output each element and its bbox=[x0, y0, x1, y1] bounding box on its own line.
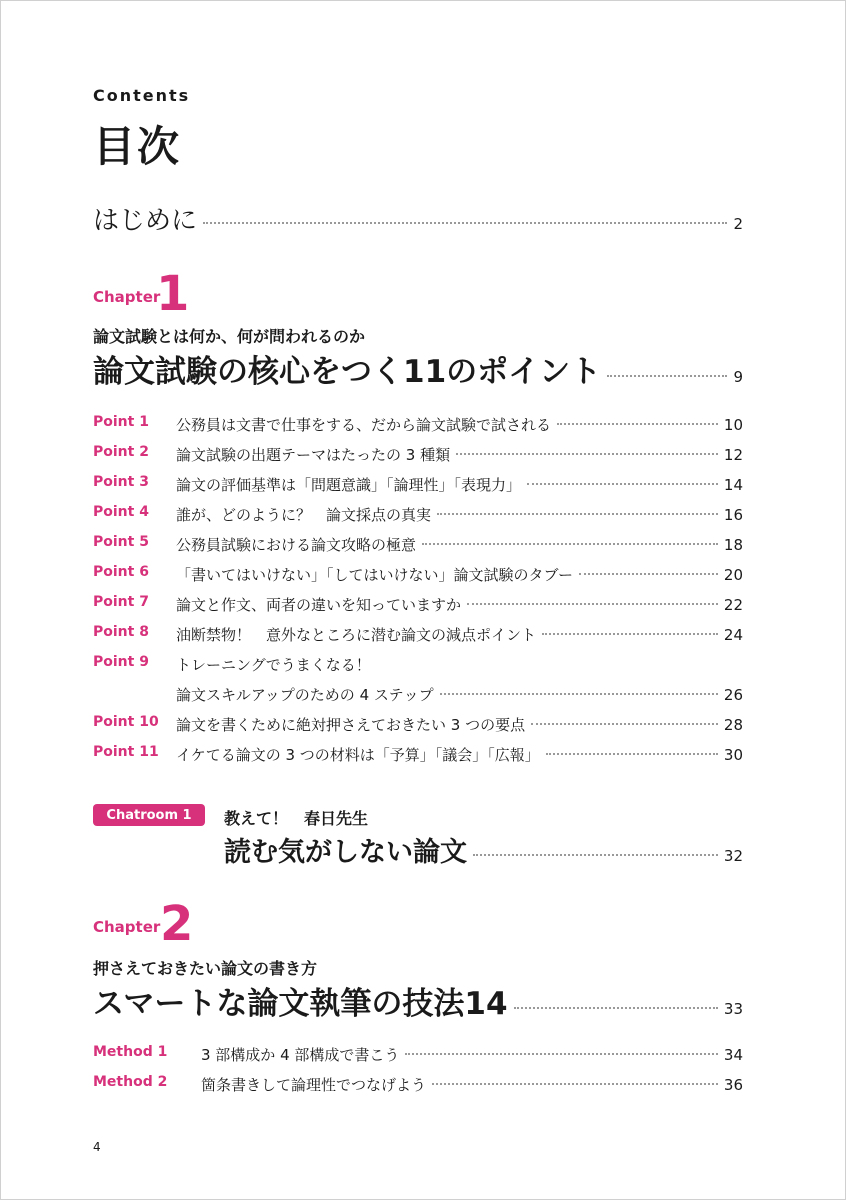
point-2-page: 12 bbox=[723, 446, 743, 464]
chapter-1-title: 論文試験の核心をつく11のポイント bbox=[93, 354, 602, 390]
point-4-text: 誰が、どのように？ 論文採点の真実 bbox=[176, 506, 432, 524]
point-5-label: Point 5 bbox=[93, 534, 149, 550]
method-1-page: 34 bbox=[723, 1046, 743, 1064]
leader-dots bbox=[542, 633, 718, 635]
point-7-text: 論文と作文、両者の違いを知っていますか bbox=[176, 596, 462, 614]
chapter-2-number: 2 bbox=[160, 896, 194, 952]
chapter-2-page: 33 bbox=[723, 1000, 743, 1018]
page-title: 目次 bbox=[93, 122, 182, 171]
toc-entry-method-2[interactable] bbox=[201, 1074, 743, 1095]
leader-dots bbox=[546, 753, 718, 755]
point-4-label: Point 4 bbox=[93, 504, 149, 520]
leader-dots bbox=[405, 1053, 718, 1055]
leader-dots bbox=[203, 222, 727, 224]
point-8-text: 油断禁物！ 意外なところに潜む論文の減点ポイント bbox=[176, 626, 537, 644]
point-9-text-line2: 論文スキルアップのための 4 ステップ bbox=[176, 686, 434, 704]
point-1-text: 公務員は文書で仕事をする、だから論文試験で試される bbox=[176, 416, 552, 434]
leader-dots bbox=[579, 573, 718, 575]
toc-entry-point-5[interactable] bbox=[176, 534, 743, 555]
leader-dots bbox=[514, 1007, 718, 1009]
contents-label: Contents bbox=[93, 86, 191, 105]
point-10-label: Point 10 bbox=[93, 714, 159, 730]
toc-entry-point-2[interactable] bbox=[176, 444, 743, 465]
point-6-text: 「書いてはいけない」「してはいけない」論文試験のタブー bbox=[176, 566, 574, 584]
intro-text: はじめに bbox=[93, 206, 198, 236]
leader-dots bbox=[473, 854, 718, 856]
chapter-1-page: 9 bbox=[733, 368, 743, 386]
toc-entry-point-9[interactable] bbox=[176, 684, 743, 705]
point-1-label: Point 1 bbox=[93, 414, 149, 430]
leader-dots bbox=[432, 1083, 718, 1085]
toc-entry-point-11[interactable] bbox=[176, 744, 743, 765]
point-6-label: Point 6 bbox=[93, 564, 149, 580]
toc-entry-point-4[interactable] bbox=[176, 504, 743, 525]
point-6-page: 20 bbox=[723, 566, 743, 584]
toc-entry-chatroom[interactable] bbox=[224, 830, 743, 869]
point-10-page: 28 bbox=[723, 716, 743, 734]
toc-entry-method-1[interactable] bbox=[201, 1044, 743, 1065]
leader-dots bbox=[422, 543, 718, 545]
point-5-text: 公務員試験における論文攻略の極意 bbox=[176, 536, 417, 554]
point-9-page: 26 bbox=[723, 686, 743, 704]
toc-entry-point-7[interactable] bbox=[176, 594, 743, 615]
leader-dots bbox=[527, 483, 718, 485]
point-3-label: Point 3 bbox=[93, 474, 149, 490]
toc-entry-point-10[interactable] bbox=[176, 714, 743, 735]
toc-entry-point-6[interactable] bbox=[176, 564, 743, 585]
leader-dots bbox=[531, 723, 718, 725]
point-7-page: 22 bbox=[723, 596, 743, 614]
point-11-text: イケてる論文の 3 つの材料は「予算」「議会」「広報」 bbox=[176, 746, 540, 764]
chapter-2-title: スマートな論文執筆の技法14 bbox=[93, 986, 508, 1022]
intro-page: 2 bbox=[733, 215, 743, 233]
leader-dots bbox=[440, 693, 718, 695]
method-2-text: 箇条書きして論理性でつなげよう bbox=[201, 1076, 427, 1094]
point-11-label: Point 11 bbox=[93, 744, 159, 760]
chapter-1-number: 1 bbox=[156, 266, 190, 322]
chapter-1-subtitle: 論文試験とは何か、何が問われるのか bbox=[93, 327, 366, 346]
leader-dots bbox=[467, 603, 718, 605]
toc-entry-point-1[interactable] bbox=[176, 414, 743, 435]
point-11-page: 30 bbox=[723, 746, 743, 764]
chatroom-title: 読む気がしない論文 bbox=[224, 837, 467, 868]
toc-entry-point-3[interactable] bbox=[176, 474, 743, 495]
point-9-label: Point 9 bbox=[93, 654, 149, 670]
leader-dots bbox=[456, 453, 718, 455]
point-8-label: Point 8 bbox=[93, 624, 149, 640]
chatroom-badge: Chatroom 1 bbox=[93, 804, 205, 826]
method-2-page: 36 bbox=[723, 1076, 743, 1094]
point-2-text: 論文試験の出題テーマはたったの 3 種類 bbox=[176, 446, 451, 464]
method-1-label: Method 1 bbox=[93, 1044, 168, 1060]
toc-entry-chapter-1[interactable] bbox=[93, 346, 743, 391]
page-number: 4 bbox=[93, 1140, 101, 1154]
toc-entry-point-8[interactable] bbox=[176, 624, 743, 645]
point-4-page: 16 bbox=[723, 506, 743, 524]
leader-dots bbox=[607, 375, 727, 377]
point-8-page: 24 bbox=[723, 626, 743, 644]
chatroom-page: 32 bbox=[723, 847, 743, 865]
point-7-label: Point 7 bbox=[93, 594, 149, 610]
chapter-1-label: Chapter bbox=[93, 288, 161, 306]
leader-dots bbox=[557, 423, 718, 425]
toc-entry-intro[interactable] bbox=[93, 200, 743, 237]
toc-entry-chapter-2[interactable] bbox=[93, 978, 743, 1023]
point-10-text: 論文を書くために絶対押さえておきたい 3 つの要点 bbox=[176, 716, 526, 734]
chapter-2-subtitle: 押さえておきたい論文の書き方 bbox=[93, 959, 318, 978]
chapter-2-label: Chapter bbox=[93, 918, 161, 936]
leader-dots bbox=[437, 513, 718, 515]
point-3-page: 14 bbox=[723, 476, 743, 494]
point-1-page: 10 bbox=[723, 416, 743, 434]
point-2-label: Point 2 bbox=[93, 444, 149, 460]
point-5-page: 18 bbox=[723, 536, 743, 554]
method-1-text: 3 部構成か 4 部構成で書こう bbox=[201, 1046, 400, 1064]
point-3-text: 論文の評価基準は「問題意識」「論理性」「表現力」 bbox=[176, 476, 522, 494]
point-9-text: トレーニングでうまくなる！ bbox=[176, 656, 371, 674]
chatroom-subtitle: 教えて！ 春日先生 bbox=[224, 809, 369, 828]
method-2-label: Method 2 bbox=[93, 1074, 168, 1090]
